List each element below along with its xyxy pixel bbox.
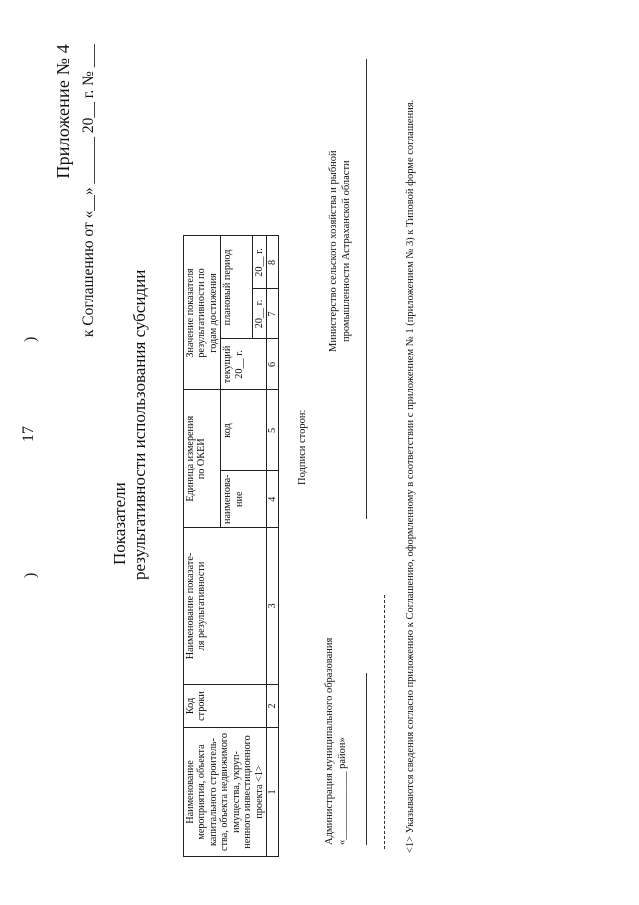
agreement-reference: к Соглашению от «__» ______ 20__ г. № ___ [80,44,97,338]
header-planned-year-2: 20__ г. [252,236,266,289]
header-unit-code: код [221,390,267,471]
header-value-group: Значение показателя результативности по годам достижения [184,236,221,390]
column-number: 2 [266,685,278,728]
column-number: 3 [266,528,278,685]
document-title: Показатели [110,482,129,565]
column-number: 7 [266,289,278,339]
header-unit-name: наименова- ние [221,471,267,528]
signature-line-middle [366,333,367,519]
column-number: 6 [266,339,278,390]
margin-mark: ) [22,336,39,342]
header-activity-name: Наименование мероприятия, объекта капитального строитель- ства, объекта недвижимого имущества, укруп- ненного инвестиционного проекта <1> [184,728,267,857]
signature-line-left [366,673,367,845]
document-subtitle: результативности использования субсидии [130,269,149,580]
margin-mark: ) [22,572,39,578]
right-party-name: Министерство сельского хозяйства и рыбной промышленности Астраханской области [328,150,352,352]
indicators-table [183,235,279,857]
header-current-year: текущий 20__ г. [221,339,267,390]
header-row-code: Код строки [184,685,267,728]
column-number: 5 [266,390,278,471]
signatures-heading: Подписи сторон: [297,409,308,485]
page-number: 17 [20,426,37,442]
header-unit-group: Единица измерения по ОКЕИ [184,390,221,528]
column-numbers-row [266,236,278,857]
column-number: 8 [266,236,278,289]
header-planned-period: плановый период [221,236,252,339]
footnote: <1> Указываются сведения согласно приложению к Соглашению, оформленному в соответствии с приложением № 1 (приложением № 3) к Типовой форме соглашения. [405,99,416,853]
left-party-name: Администрация муниципального образования «_____________ район» [324,637,348,845]
signature-line-right [366,59,367,347]
header-planned-year-1: 20__ г. [252,289,266,339]
column-number: 4 [266,471,278,528]
appendix-label: Приложение № 4 [53,44,73,179]
column-number: 1 [266,728,278,857]
header-indicator-name: Наименование показате- ля результативности [184,528,267,685]
footnote-separator [384,595,385,849]
